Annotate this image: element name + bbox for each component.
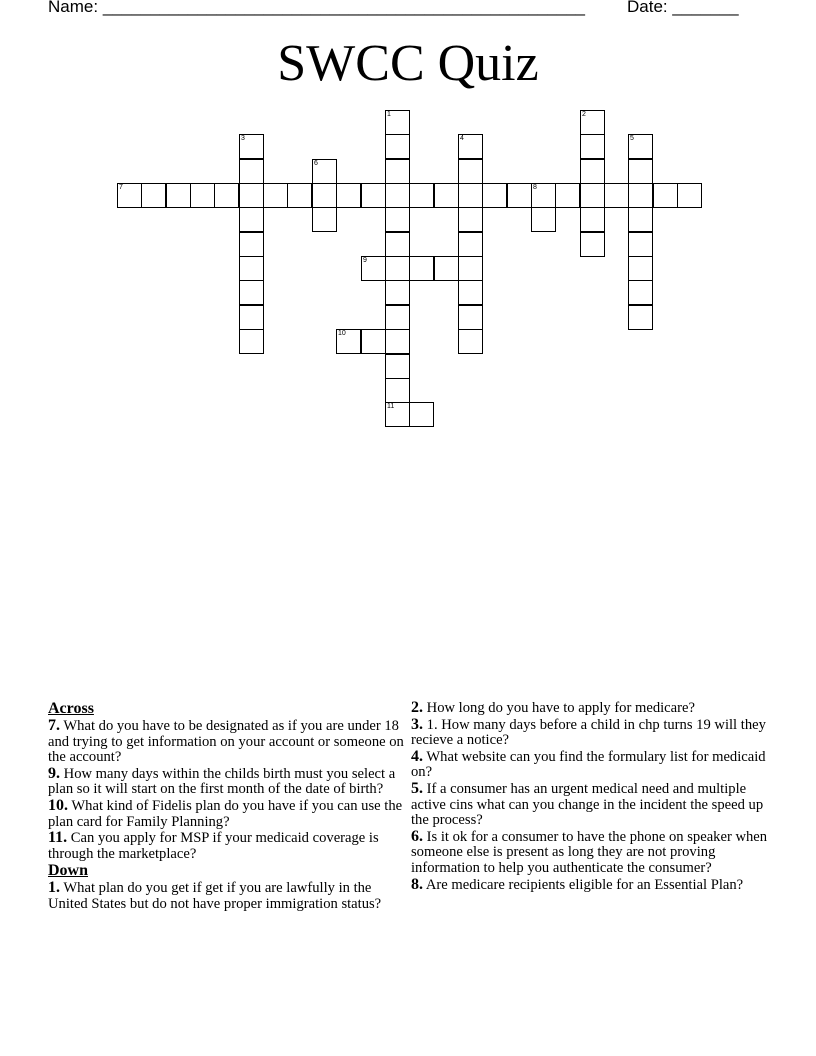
grid-cell[interactable] [628, 207, 653, 232]
grid-cell[interactable] [628, 256, 653, 281]
grid-cell[interactable] [385, 159, 410, 184]
grid-cell[interactable] [336, 183, 361, 208]
grid-cell-5[interactable] [628, 134, 653, 159]
grid-cell[interactable] [604, 183, 629, 208]
grid-cell[interactable] [458, 232, 483, 257]
grid-cell[interactable] [677, 183, 702, 208]
clue-text: What kind of Fidelis plan do you have if you can use the plan card for Family Planning? [48, 797, 403, 830]
grid-cell-10[interactable] [336, 329, 361, 354]
cell-number: 7 [119, 184, 123, 191]
grid-cell-3[interactable] [239, 134, 264, 159]
grid-cell-9[interactable] [361, 256, 386, 281]
clue-number: 1. [48, 879, 60, 897]
clue-number: 5. [411, 779, 423, 797]
grid-cell[interactable] [531, 207, 556, 232]
clue-text: What plan do you get if get if you are lawfully in the United States but do not have proper immigration status? [48, 880, 382, 912]
grid-cell[interactable] [458, 329, 483, 354]
grid-cell[interactable] [628, 159, 653, 184]
grid-cell[interactable] [239, 232, 264, 257]
grid-cell[interactable] [580, 134, 605, 159]
grid-cell[interactable] [409, 183, 434, 208]
clue-number: 11. [48, 829, 68, 847]
cell-number: 6 [314, 160, 318, 167]
grid-cell[interactable] [628, 183, 653, 208]
grid-cell-11[interactable] [385, 402, 410, 427]
grid-cell[interactable] [239, 305, 264, 330]
grid-cell-4[interactable] [458, 134, 483, 159]
grid-cell[interactable] [434, 183, 459, 208]
clue-text: Are medicare recipients eligible for an Essential Plan? [425, 876, 744, 893]
clue-down-2 [411, 700, 771, 717]
grid-cell[interactable] [312, 183, 337, 208]
name-blank: ___________________________________________________ [102, 0, 585, 16]
grid-cell[interactable] [385, 134, 410, 159]
grid-cell[interactable] [141, 183, 166, 208]
grid-cell[interactable] [580, 232, 605, 257]
grid-cell[interactable] [385, 207, 410, 232]
cell-number: 1 [387, 111, 391, 118]
clue-number: 2. [411, 699, 423, 716]
grid-cell[interactable] [628, 280, 653, 305]
across-heading: Across [48, 700, 94, 717]
grid-cell[interactable] [385, 354, 410, 379]
grid-cell[interactable] [434, 256, 459, 281]
grid-cell[interactable] [385, 232, 410, 257]
clue-text: Can you apply for MSP if your medicaid coverage is through the marketplace? [48, 830, 379, 862]
grid-cell[interactable] [190, 183, 215, 208]
grid-cell[interactable] [385, 329, 410, 354]
grid-cell[interactable] [239, 207, 264, 232]
clue-text: If a consumer has an urgent medical need and multiple active cins what can you change in the incident the speed up the process? [411, 780, 764, 829]
name-label: Name: [48, 0, 99, 16]
grid-cell[interactable] [239, 280, 264, 305]
clue-down-3 [411, 717, 771, 749]
grid-cell[interactable] [458, 207, 483, 232]
clue-number: 8. [411, 875, 423, 893]
grid-cell[interactable] [214, 183, 239, 208]
grid-cell[interactable] [580, 183, 605, 208]
grid-cell[interactable] [239, 329, 264, 354]
grid-cell[interactable] [628, 305, 653, 330]
grid-cell-2[interactable] [580, 110, 605, 135]
cell-number: 2 [582, 111, 586, 118]
clues-right-column [411, 700, 771, 893]
grid-cell[interactable] [361, 329, 386, 354]
clues-left-column [48, 700, 408, 913]
clue-text: What website can you find the formulary list for medicaid on? [411, 748, 766, 781]
grid-cell[interactable] [555, 183, 580, 208]
grid-cell[interactable] [385, 280, 410, 305]
clue-text: 1. How many days before a child in chp turns 19 will they recieve a notice? [411, 716, 766, 749]
grid-cell[interactable] [385, 183, 410, 208]
clue-across-11 [48, 830, 408, 862]
clue-text: Is it ok for a consumer to have the phone on speaker when someone else is present as long they are not proving information to help you authenticate the consumer? [411, 828, 768, 876]
grid-cell[interactable] [580, 159, 605, 184]
grid-cell[interactable] [458, 305, 483, 330]
crossword-grid [0, 0, 816, 440]
grid-cell[interactable] [312, 207, 337, 232]
grid-cell[interactable] [409, 256, 434, 281]
grid-cell[interactable] [653, 183, 678, 208]
clue-across-9 [48, 766, 408, 798]
grid-cell[interactable] [263, 183, 288, 208]
grid-cell[interactable] [385, 256, 410, 281]
date-blank: _______ [672, 0, 739, 16]
grid-cell[interactable] [166, 183, 191, 208]
grid-cell-6[interactable] [312, 159, 337, 184]
grid-cell[interactable] [507, 183, 532, 208]
clue-number: 9. [48, 764, 60, 782]
cell-number: 3 [241, 135, 245, 142]
grid-cell-8[interactable] [531, 183, 556, 208]
clue-text: How many days within the childs birth must you select a plan so it will start on the first month of the date of birth? [48, 765, 396, 798]
clue-down-6 [411, 829, 771, 877]
clue-number: 6. [411, 827, 423, 845]
grid-cell[interactable] [239, 159, 264, 184]
grid-cell-1[interactable] [385, 110, 410, 135]
clue-down-1 [48, 880, 408, 912]
grid-cell[interactable] [409, 402, 434, 427]
clue-number: 7. [48, 717, 60, 734]
grid-cell-7[interactable] [117, 183, 142, 208]
cell-number: 5 [630, 135, 634, 142]
grid-cell[interactable] [580, 207, 605, 232]
cell-number: 9 [363, 257, 367, 264]
cell-number: 11 [387, 403, 395, 410]
grid-cell[interactable] [458, 280, 483, 305]
grid-cell[interactable] [287, 183, 312, 208]
grid-cell[interactable] [385, 378, 410, 403]
grid-cell[interactable] [385, 305, 410, 330]
grid-cell[interactable] [458, 256, 483, 281]
clue-number: 4. [411, 747, 423, 765]
clue-across-10 [48, 798, 408, 830]
grid-cell[interactable] [239, 256, 264, 281]
clue-text: What do you have to be designated as if you are under 18 and trying to get information on your account or someone on the account? [48, 718, 404, 766]
grid-cell[interactable] [239, 183, 264, 208]
clue-down-8 [411, 877, 771, 894]
grid-cell[interactable] [458, 159, 483, 184]
date-label: Date: [627, 0, 668, 16]
down-heading: Down [48, 862, 89, 880]
clue-text: How long do you have to apply for medicare? [426, 700, 695, 716]
page-title: SWCC Quiz [277, 35, 539, 92]
clue-down-4 [411, 749, 771, 781]
cell-number: 10 [338, 330, 346, 337]
grid-cell[interactable] [361, 183, 386, 208]
cell-number: 4 [460, 135, 464, 142]
grid-cell[interactable] [628, 232, 653, 257]
clue-down-5 [411, 781, 771, 829]
grid-cell[interactable] [458, 183, 483, 208]
grid-cell[interactable] [482, 183, 507, 208]
cell-number: 8 [533, 184, 537, 191]
clue-number: 3. [411, 715, 423, 733]
clue-across-7 [48, 718, 408, 766]
clue-number: 10. [48, 796, 68, 814]
